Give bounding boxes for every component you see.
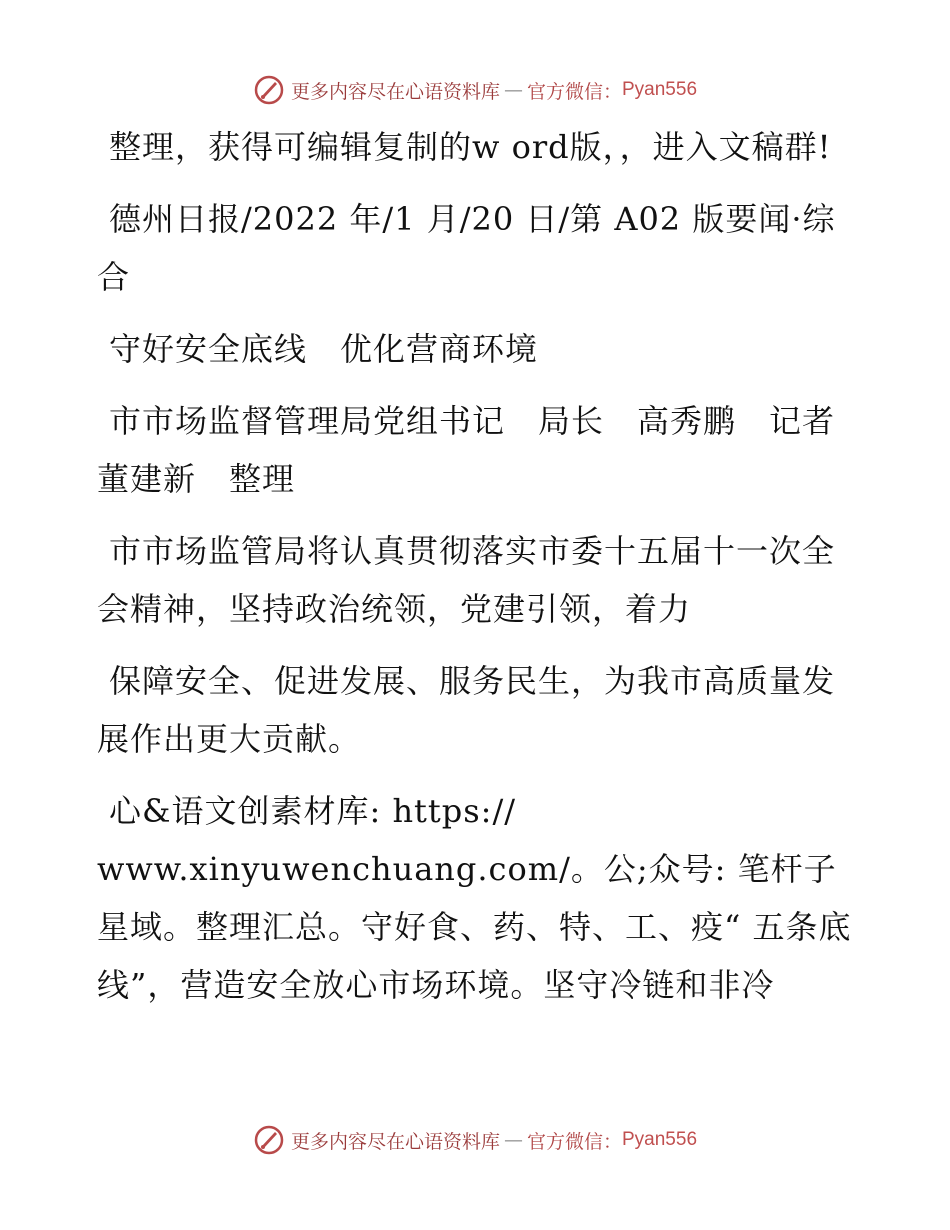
paragraph-intro: 整理，获得可编辑复制的w ord版，，进入文稿群! <box>109 128 832 166</box>
article-byline: 市市场监督管理局党组书记 局长 高秀鹏 记者 董建新 整理 <box>97 402 869 498</box>
banner-handle: Pyan556 <box>622 1129 698 1150</box>
quill-logo-icon <box>253 1124 285 1156</box>
paragraph-body-1: 市市场监管局将认真贯彻落实市委十五届十一次全会精神，坚持政治统领，党建引领，着力 <box>97 532 836 628</box>
paragraph-body-3: www.xinyuwenchuang.com/。公;众号: 笔杆子星域。整理汇总。守好食、药、特、工、疫“ 五条底线”，营造安全放心市场环境。坚守冷链和非冷 <box>97 850 852 1004</box>
banner-wechat-label: 官方微信： <box>526 1130 622 1153</box>
paragraph-source: 德州日报/2022 年/1 月/20 日/第 A02 版要闻·综合 <box>97 200 836 296</box>
banner-separator: — <box>503 79 523 101</box>
document-body <box>97 118 869 1014</box>
article-title: 守好安全底线 优化营商环境 <box>109 330 539 368</box>
paragraph-body-2: 保障安全、促进发展、服务民生，为我市高质量发展作出更大贡献。 <box>97 662 836 758</box>
banner-handle: Pyan556 <box>622 79 698 100</box>
banner-text: 更多内容尽在心语资料库 <box>290 80 500 103</box>
footer-banner <box>0 1120 950 1160</box>
banner-separator: — <box>503 1129 523 1151</box>
banner-wechat-label: 官方微信： <box>526 80 622 103</box>
banner-text: 更多内容尽在心语资料库 <box>290 1130 500 1153</box>
header-banner <box>0 70 950 110</box>
quill-logo-icon <box>253 74 285 106</box>
paragraph-source-link: 心&语文创素材库: https:// <box>109 792 517 830</box>
